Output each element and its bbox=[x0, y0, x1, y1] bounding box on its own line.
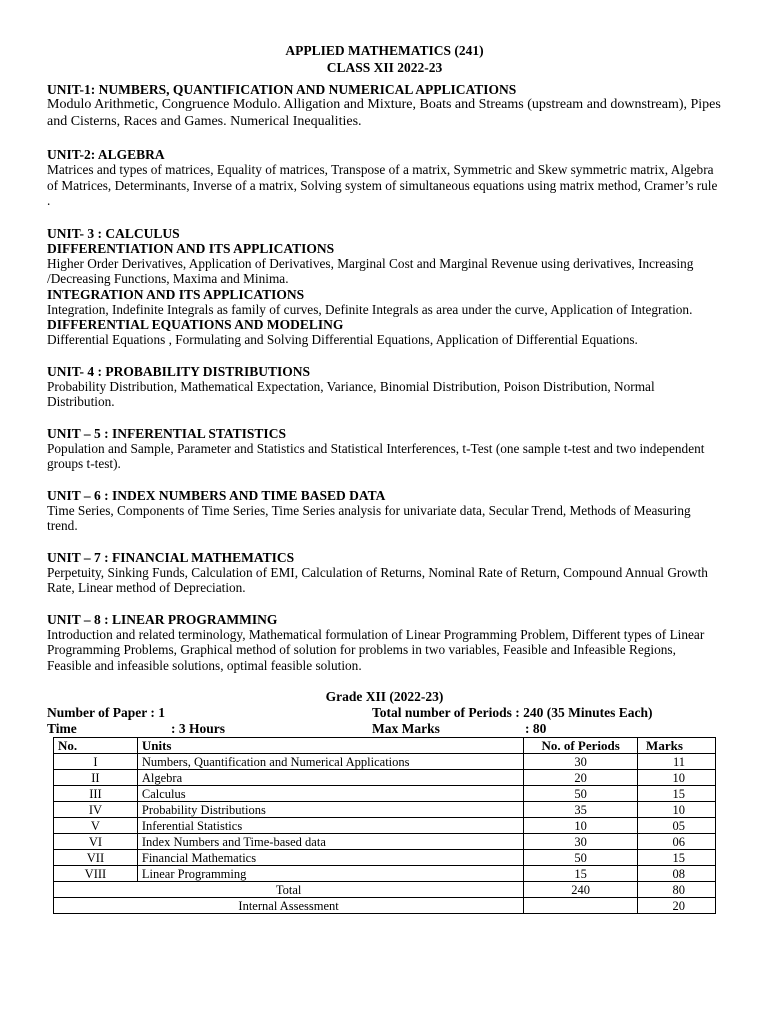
row-marks: 08 bbox=[638, 866, 716, 882]
unit-7-body: Perpetuity, Sinking Funds, Calculation of EMI, Calculation of Returns, Nominal Rate of Return, Compound Annual Growth Rate, Linear method of Depreciation. bbox=[47, 564, 708, 595]
unit-3-heading: UNIT- 3 : CALCULUS bbox=[47, 225, 180, 241]
max-marks-value: : 80 bbox=[525, 721, 547, 736]
unit-4-body: Probability Distribution, Mathematical Expectation, Variance, Binomial Distribution, Poison Distribution, Normal Distribution. bbox=[47, 378, 655, 409]
marks-distribution-table bbox=[53, 737, 716, 914]
internal-assessment-marks: 20 bbox=[638, 898, 716, 914]
unit-2-body: Matrices and types of matrices, Equality of matrices, Transpose of a matrix, Symmetric and Skew symmetric matrix, Algebra of Matrices, Determinants, Inverse of a matrix, Solving system of simultaneous equations using matrix method, Cramer’s rule . bbox=[47, 162, 718, 208]
time-value: : 3 Hours bbox=[171, 721, 225, 736]
total-periods: Total number of Periods : 240 (35 Minutes Each) bbox=[372, 705, 653, 720]
unit-6-body: Time Series, Components of Time Series, Time Series analysis for univariate data, Secular Trend, Methods of Measuring trend. bbox=[47, 502, 691, 533]
table-row bbox=[54, 754, 716, 770]
internal-assessment-periods bbox=[524, 898, 638, 914]
row-marks: 06 bbox=[638, 834, 716, 850]
unit-7-heading: UNIT – 7 : FINANCIAL MATHEMATICS bbox=[47, 549, 295, 565]
table-row bbox=[54, 850, 716, 866]
table-row bbox=[54, 802, 716, 818]
row-marks: 10 bbox=[638, 802, 716, 818]
row-unit: Probability Distributions bbox=[137, 802, 523, 818]
header-units: Units bbox=[137, 738, 523, 754]
unit-2-heading: UNIT-2: ALGEBRA bbox=[47, 147, 165, 162]
row-number: VIII bbox=[54, 866, 138, 882]
row-marks: 15 bbox=[638, 850, 716, 866]
unit-5-heading: UNIT – 5 : INFERENTIAL STATISTICS bbox=[47, 425, 286, 441]
table-row bbox=[54, 866, 716, 882]
table-row bbox=[54, 786, 716, 802]
row-unit: Linear Programming bbox=[137, 866, 523, 882]
internal-assessment-row bbox=[54, 898, 716, 914]
unit-3-section-1-body: Higher Order Derivatives, Application of Derivatives, Marginal Cost and Marginal Revenue using derivatives, Increasing /Decreasing Functions, Maxima and Minima. bbox=[47, 255, 694, 286]
row-periods: 35 bbox=[524, 802, 638, 818]
unit-6-heading: UNIT – 6 : INDEX NUMBERS AND TIME BASED DATA bbox=[47, 487, 386, 503]
row-periods: 30 bbox=[524, 754, 638, 770]
header-marks: Marks bbox=[638, 738, 716, 754]
paper-count: Number of Paper : 1 bbox=[47, 705, 165, 720]
row-marks: 10 bbox=[638, 770, 716, 786]
row-number: III bbox=[54, 786, 138, 802]
row-unit: Numbers, Quantification and Numerical Applications bbox=[137, 754, 523, 770]
header-periods: No. of Periods bbox=[524, 738, 638, 754]
table-row bbox=[54, 770, 716, 786]
row-periods: 50 bbox=[524, 850, 638, 866]
unit-3-section-3-body: Differential Equations , Formulating and Solving Differential Equations, Application of Differential Equations. bbox=[47, 332, 638, 347]
unit-4-heading: UNIT- 4 : PROBABILITY DISTRIBUTIONS bbox=[47, 363, 311, 379]
syllabus-content bbox=[47, 42, 722, 914]
unit-3-section-1-heading: DIFFERENTIATION AND ITS APPLICATIONS bbox=[47, 240, 335, 256]
row-unit: Inferential Statistics bbox=[137, 818, 523, 834]
row-periods: 20 bbox=[524, 770, 638, 786]
row-periods: 15 bbox=[524, 866, 638, 882]
unit-5-body: Population and Sample, Parameter and Statistics and Statistical Interferences, t-Test (one sample t-test and two independent groups t-test). bbox=[47, 440, 705, 471]
grade-title: Grade XII (2022-23) bbox=[325, 689, 444, 704]
row-marks: 15 bbox=[638, 786, 716, 802]
unit-3-section-3-heading: DIFFERENTIAL EQUATIONS AND MODELING bbox=[47, 317, 344, 332]
table-row bbox=[54, 834, 716, 850]
unit-3-section-2-body: Integration, Indefinite Integrals as family of curves, Definite Integrals as area under the curve, Application of Integration. bbox=[47, 301, 693, 317]
row-marks: 05 bbox=[638, 818, 716, 834]
max-marks-label: Max Marks bbox=[372, 721, 440, 736]
row-unit: Algebra bbox=[137, 770, 523, 786]
row-number: I bbox=[54, 754, 138, 770]
row-marks: 11 bbox=[638, 754, 716, 770]
exam-meta bbox=[47, 705, 722, 737]
document-subtitle: CLASS XII 2022-23 bbox=[326, 60, 443, 75]
table-header-row bbox=[54, 738, 716, 754]
row-unit: Financial Mathematics bbox=[137, 850, 523, 866]
row-unit: Calculus bbox=[137, 786, 523, 802]
row-number: II bbox=[54, 770, 138, 786]
row-periods: 50 bbox=[524, 786, 638, 802]
row-unit: Index Numbers and Time-based data bbox=[137, 834, 523, 850]
header-no: No. bbox=[54, 738, 138, 754]
table-row bbox=[54, 818, 716, 834]
row-number: IV bbox=[54, 802, 138, 818]
unit-1-heading: UNIT-1: NUMBERS, QUANTIFICATION AND NUMERICAL APPLICATIONS bbox=[47, 82, 517, 97]
row-number: VII bbox=[54, 850, 138, 866]
time-label: Time bbox=[47, 721, 77, 736]
row-number: VI bbox=[54, 834, 138, 850]
unit-8-heading: UNIT – 8 : LINEAR PROGRAMMING bbox=[47, 611, 278, 627]
row-periods: 10 bbox=[524, 818, 638, 834]
unit-1-body: Modulo Arithmetic, Congruence Modulo. Alligation and Mixture, Boats and Streams (upstream and downstream), Pipes and Cisterns, Races and Games. Numerical Inequalities. bbox=[47, 97, 721, 129]
unit-8-body: Introduction and related terminology, Mathematical formulation of Linear Programming Problem, Different types of Linear Programming Problems, Graphical method of solution for problems in two variables, Feasible and Infeasible Regions, Feasible and infeasible solutions, optimal feasible solution. bbox=[47, 626, 705, 673]
internal-assessment-label: Internal Assessment bbox=[54, 898, 524, 914]
total-periods-value: 240 bbox=[524, 882, 638, 898]
total-row bbox=[54, 882, 716, 898]
row-number: V bbox=[54, 818, 138, 834]
document-title: APPLIED MATHEMATICS (241) bbox=[285, 43, 484, 58]
unit-3-section-2-heading: INTEGRATION AND ITS APPLICATIONS bbox=[47, 286, 305, 302]
total-label: Total bbox=[54, 882, 524, 898]
row-periods: 30 bbox=[524, 834, 638, 850]
total-marks-value: 80 bbox=[638, 882, 716, 898]
